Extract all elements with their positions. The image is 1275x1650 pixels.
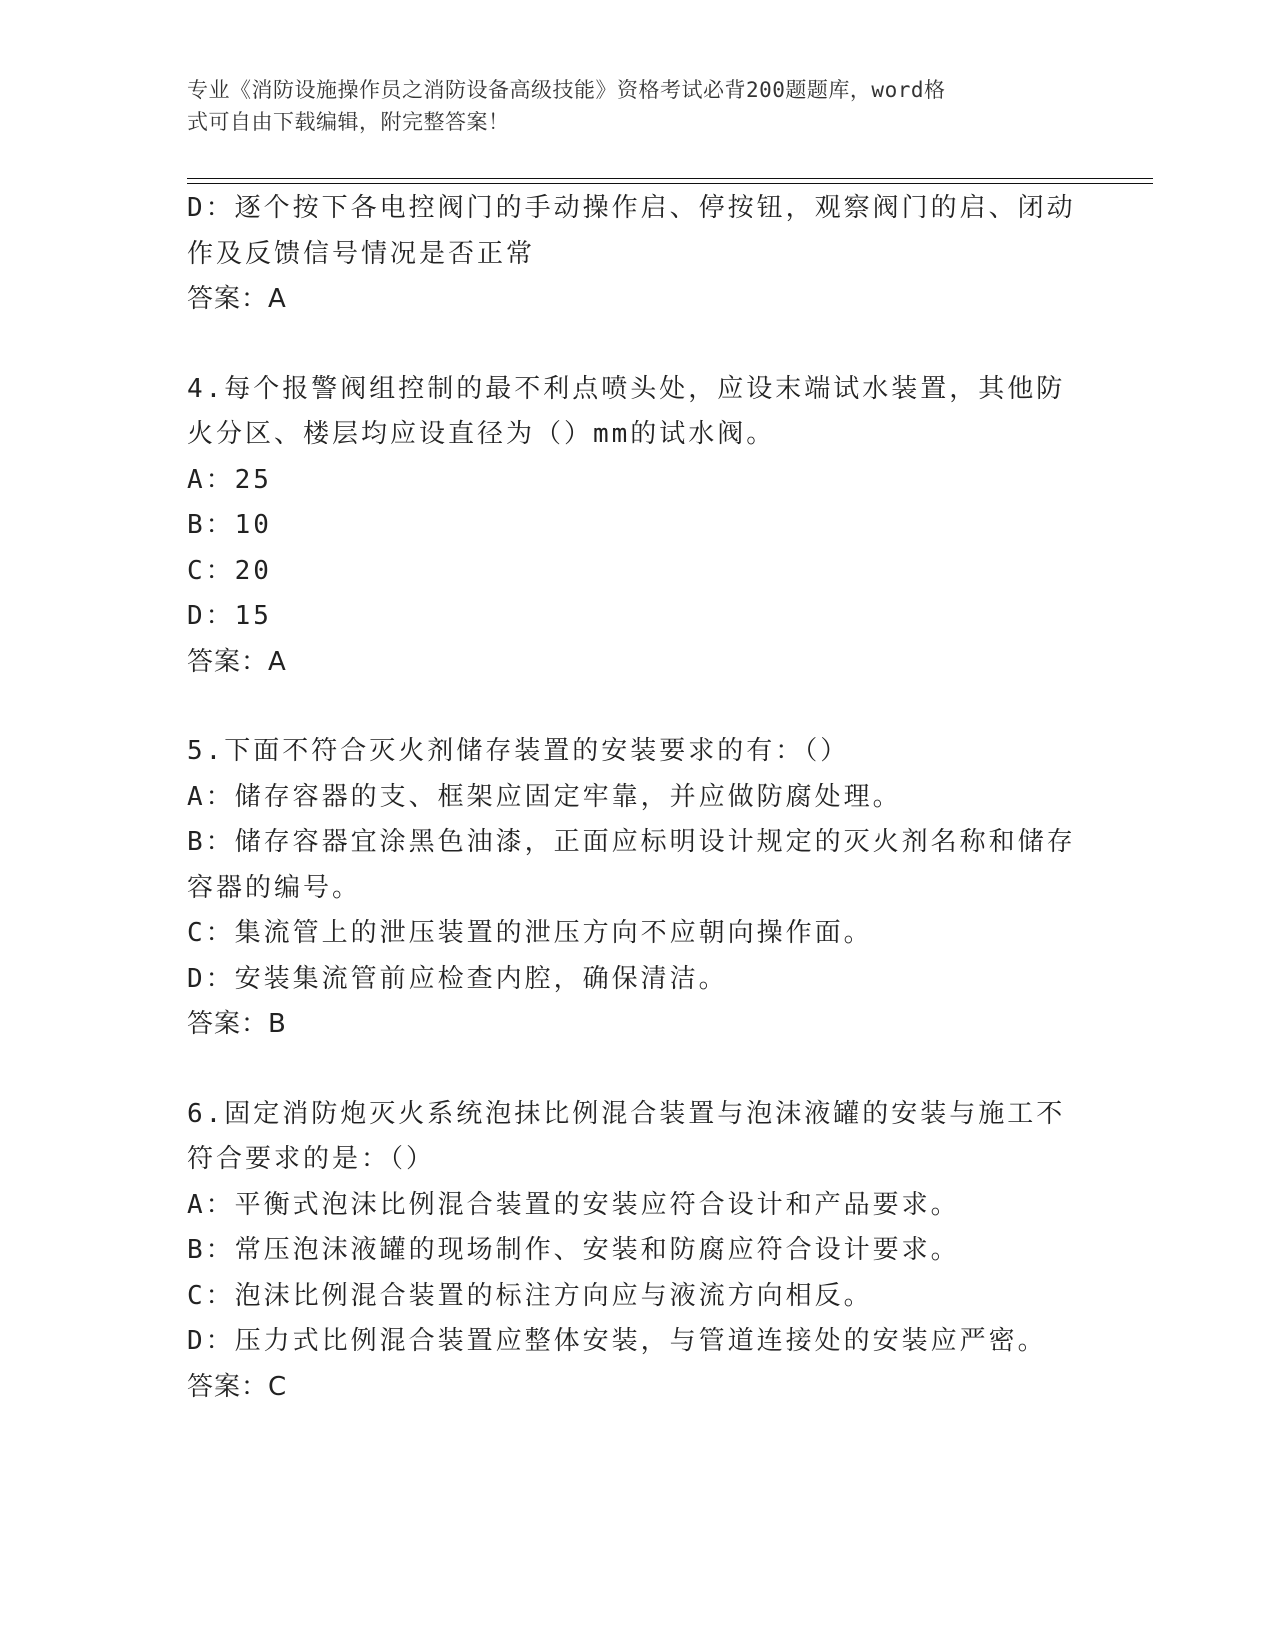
question-stem-line-1: 6.固定消防炮灭火系统泡抹比例混合装置与泡沫液罐的安装与施工不 bbox=[187, 1098, 1066, 1129]
option-b-line-2: 容器的编号。 bbox=[187, 872, 362, 903]
answer-line: 答案：B bbox=[187, 1009, 287, 1039]
option-a: A：25 bbox=[187, 464, 272, 495]
question-stem-line-2: 火分区、楼层均应设直径为（）mm的试水阀。 bbox=[187, 419, 776, 449]
answer-line: 答案：A bbox=[187, 646, 287, 677]
question-3-continued bbox=[187, 186, 1087, 323]
header-divider-bottom bbox=[187, 183, 1153, 184]
header-divider-top bbox=[187, 178, 1153, 179]
question-stem-line-2: 符合要求的是：（） bbox=[187, 1144, 436, 1174]
option-c: C：集流管上的泄压装置的泄压方向不应朝向操作面。 bbox=[187, 918, 873, 948]
header-line-2: 式可自由下载编辑，附完整答案！ bbox=[187, 110, 510, 134]
option-d-line-2: 作及反馈信号情况是否正常 bbox=[187, 238, 536, 269]
option-c: C：泡沫比例混合装置的标注方向应与液流方向相反。 bbox=[187, 1280, 873, 1311]
option-d-line-1: D：逐个按下各电控阀门的手动操作启、停按钮，观察阀门的启、闭动 bbox=[187, 193, 1076, 223]
answer-line: 答案：C bbox=[187, 1371, 288, 1402]
option-b: B：常压泡沫液罐的现场制作、安装和防腐应符合设计要求。 bbox=[187, 1235, 960, 1265]
option-c: C：20 bbox=[187, 555, 272, 586]
question-6 bbox=[187, 1092, 1087, 1411]
option-d: D：15 bbox=[187, 601, 272, 631]
spacer bbox=[187, 1048, 1087, 1092]
option-a: A：储存容器的支、框架应固定牢靠，并应做防腐处理。 bbox=[187, 781, 902, 812]
option-d: D：安装集流管前应检查内腔，确保清洁。 bbox=[187, 963, 728, 994]
spacer bbox=[187, 685, 1087, 729]
header-line-1: 专业《消防设施操作员之消防设备高级技能》资格考试必背200题题库，word格 bbox=[187, 78, 946, 102]
option-b: B：10 bbox=[187, 510, 272, 540]
page-header bbox=[187, 74, 1067, 138]
question-content bbox=[187, 186, 1087, 1410]
spacer bbox=[187, 323, 1087, 367]
option-d: D：压力式比例混合装置应整体安装，与管道连接处的安装应严密。 bbox=[187, 1326, 1047, 1356]
question-4 bbox=[187, 367, 1087, 686]
option-a: A：平衡式泡沫比例混合装置的安装应符合设计和产品要求。 bbox=[187, 1189, 960, 1220]
question-5 bbox=[187, 729, 1087, 1048]
option-b-line-1: B：储存容器宜涂黑色油漆，正面应标明设计规定的灭火剂名称和储存 bbox=[187, 827, 1076, 857]
question-stem-line-1: 5.下面不符合灭火剂储存装置的安装要求的有：（） bbox=[187, 736, 850, 766]
question-stem-line-1: 4.每个报警阀组控制的最不利点喷头处，应设末端试水装置，其他防 bbox=[187, 373, 1066, 404]
answer-line: 答案：A bbox=[187, 284, 287, 314]
